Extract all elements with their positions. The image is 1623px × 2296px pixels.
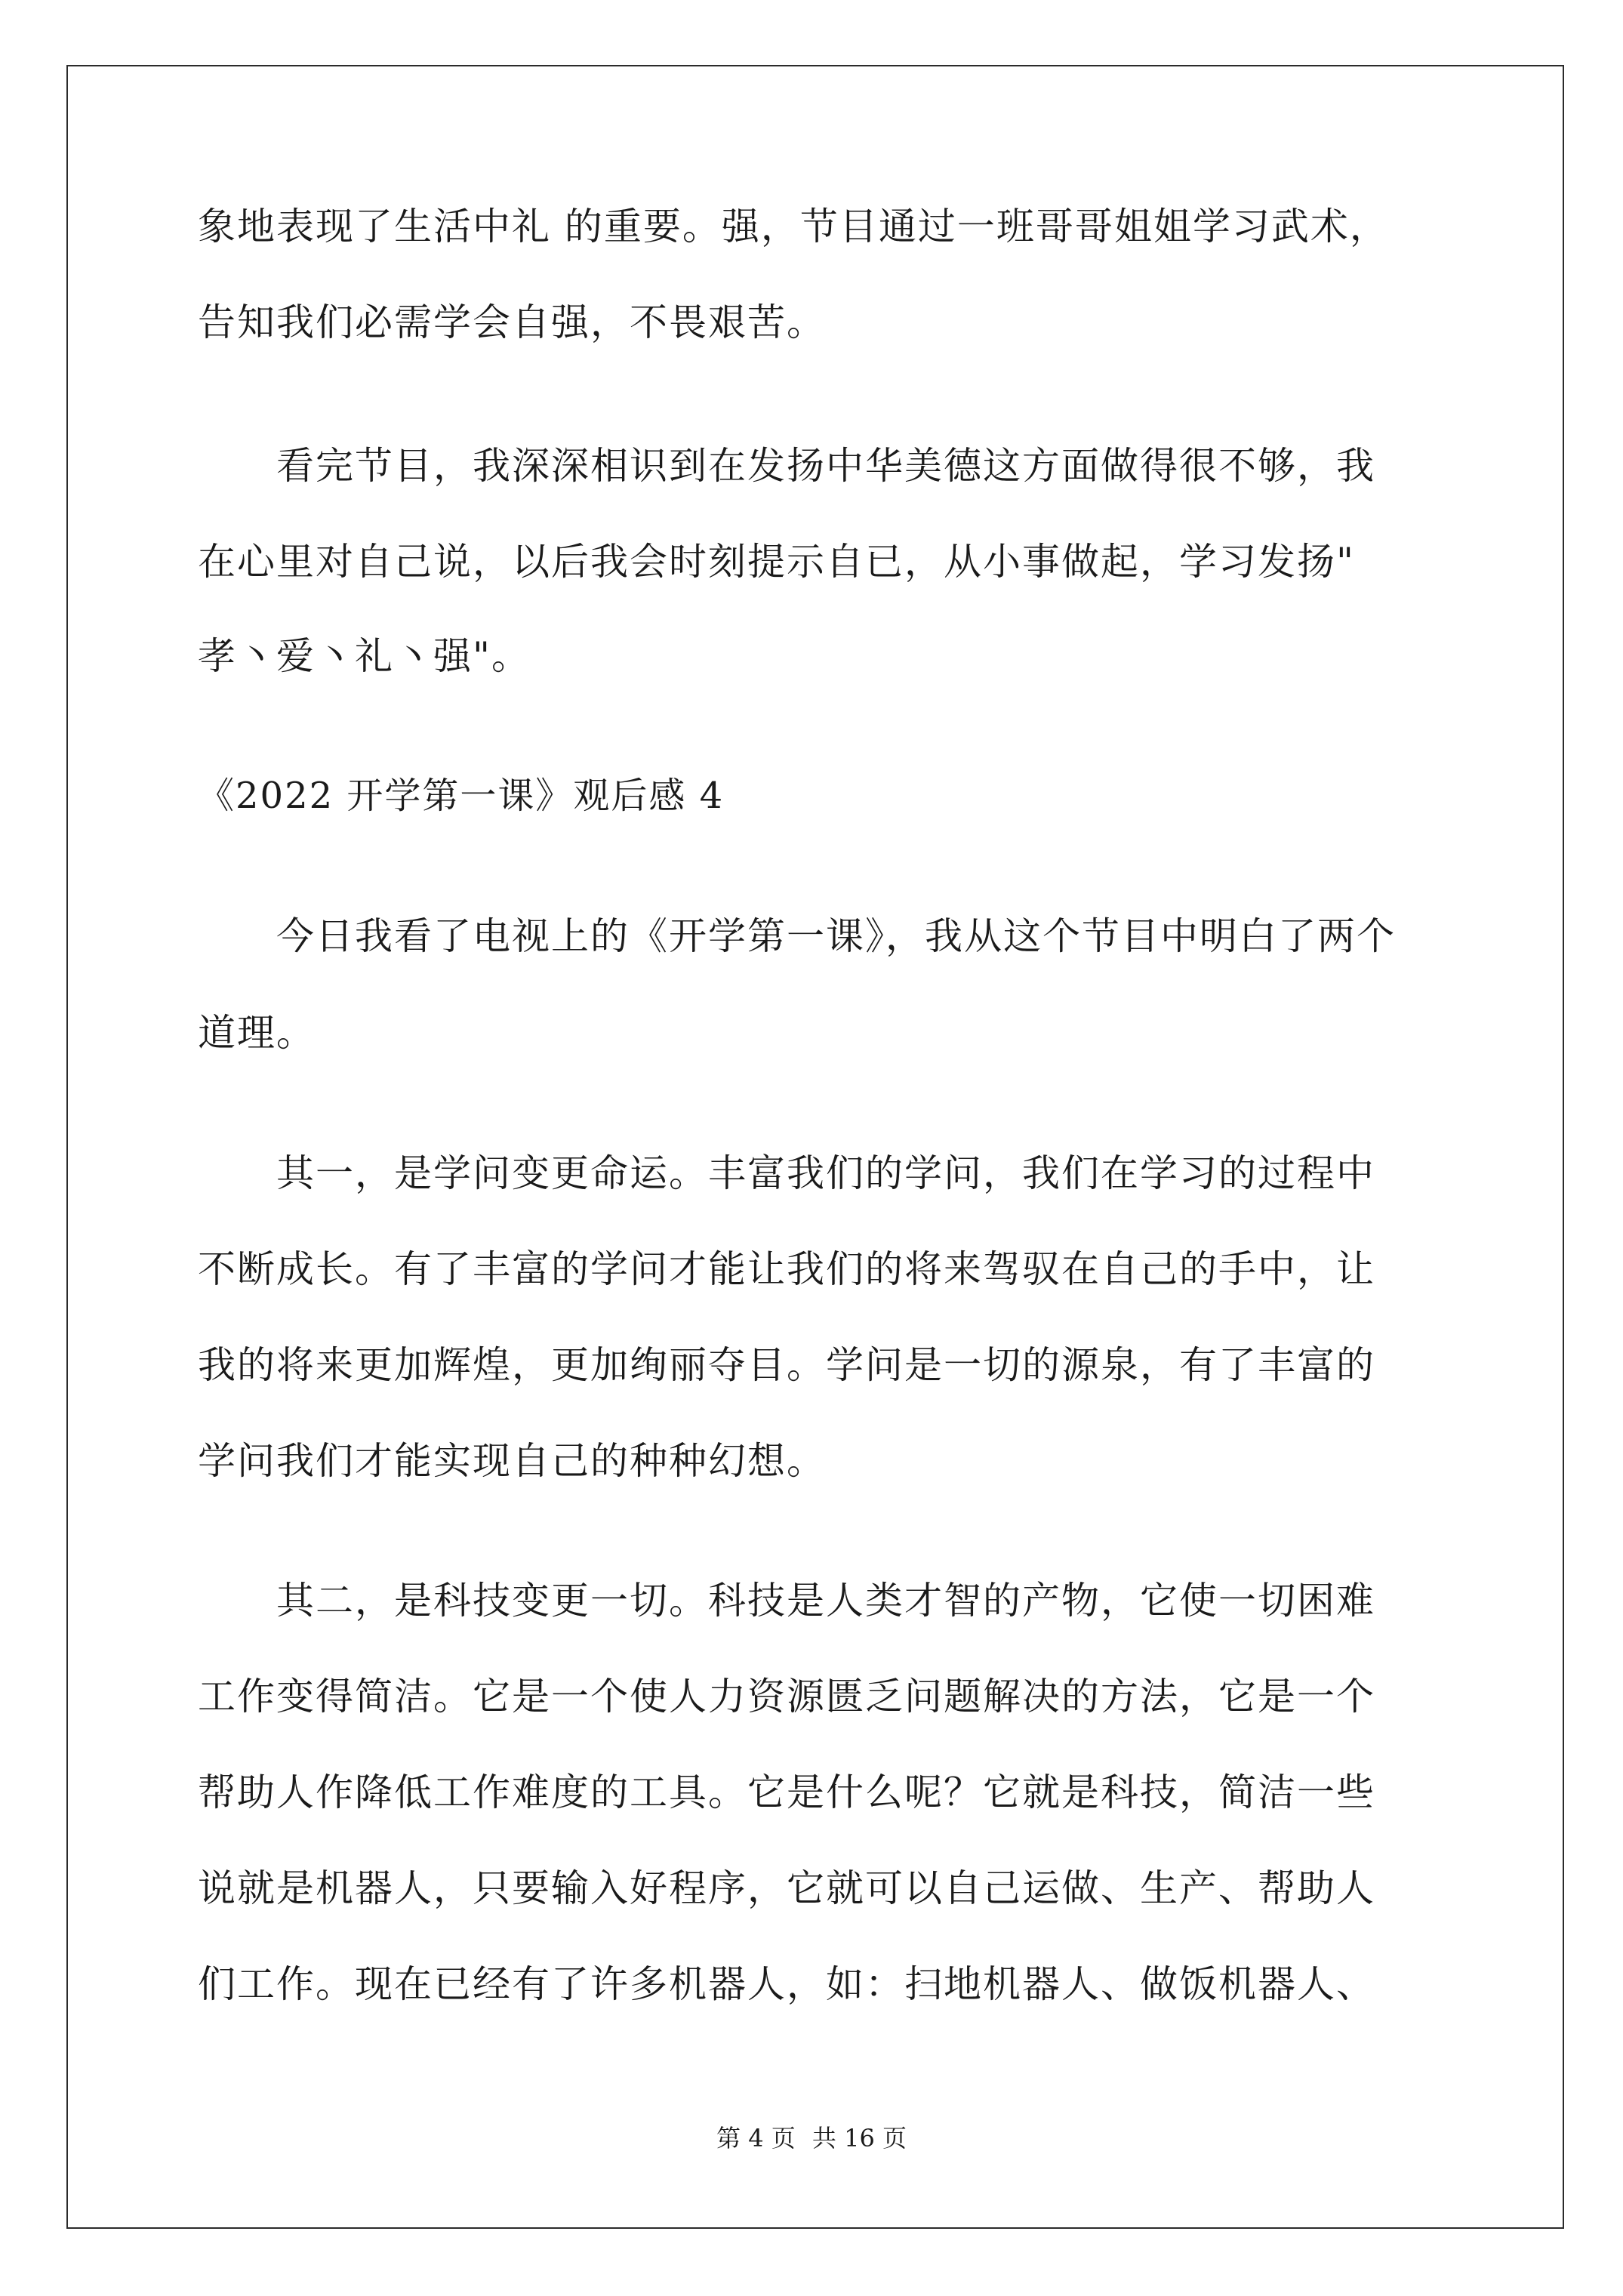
text-line: 告知我们必需学会自强，不畏艰苦。	[198, 300, 826, 344]
text-line: 工作变得简洁。它是一个使人力资源匮乏问题解决的方法，它是一个	[198, 1675, 1375, 1718]
text-line: 在心里对自己说，以后我会时刻提示自已，从小事做起，学习发扬"	[198, 540, 1355, 584]
text-line: 说就是机器人，只要输入好程序，它就可以自己运做、生产、帮助人	[198, 1866, 1375, 1910]
text-line: 我的将来更加辉煌，更加绚丽夺目。学问是一切的源泉，有了丰富的	[198, 1343, 1375, 1387]
text-line: 不断成长。有了丰富的学问才能让我们的将来驾驭在自己的手中，让	[198, 1247, 1375, 1291]
total-pages: 共 16 页	[812, 2124, 907, 2153]
text-line: 道理。	[198, 1011, 316, 1055]
text-line: 帮助人作降低工作难度的工具。它是什么呢？它就是科技，简洁一些	[198, 1771, 1375, 1814]
paragraph-start-line: 其一，是学问变更命运。丰富我们的学问，我们在学习的过程中	[198, 1151, 1375, 1195]
paragraph-start-line: 今日我看了电视上的《开学第一课》，我从这个节目中明白了两个	[198, 914, 1396, 958]
section-heading: 《2022 开学第一课》观后感 4	[198, 775, 725, 817]
text-line: 孝丶爱丶礼丶强"。	[198, 634, 531, 678]
paragraph-start-line: 其二，是科技变更一切。科技是人类才智的产物，它使一切困难	[198, 1579, 1375, 1623]
page-number: 第 4 页	[716, 2124, 796, 2153]
text-line: 学问我们才能实现自己的种种幻想。	[198, 1439, 826, 1483]
paragraph-start-line: 看完节目，我深深相识到在发扬中华美德这方面做得很不够，我	[198, 444, 1375, 488]
text-line: 象地表现了生活中礼 的重要。强，节目通过一班哥哥姐姐学习武术，	[198, 205, 1389, 248]
page-footer	[0, 2123, 1623, 2153]
text-line: 们工作。现在已经有了许多机器人，如：扫地机器人、做饭机器人、	[198, 1962, 1375, 2006]
